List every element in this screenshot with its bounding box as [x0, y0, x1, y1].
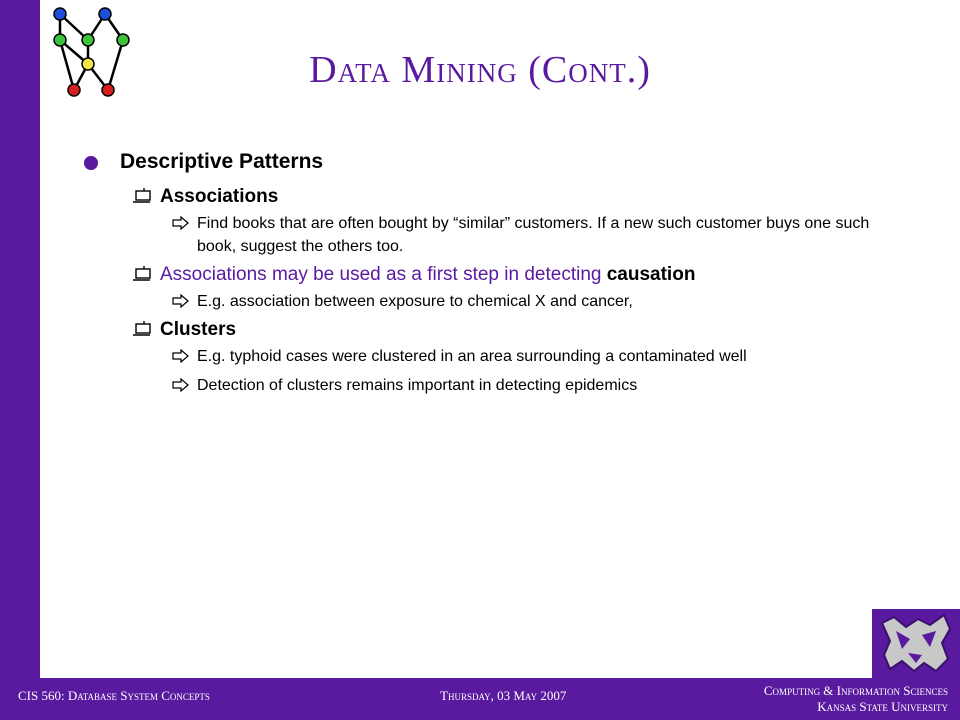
- footer-dept-line2: Kansas State University: [817, 699, 948, 714]
- bullet-causation-label: Associations may be used as a first step in detecting: [160, 264, 607, 285]
- bullet-causation: [84, 264, 904, 286]
- bullet-level1-text: Descriptive Patterns: [120, 150, 324, 173]
- bullet-causation-emphasis: causation: [606, 264, 696, 285]
- bullet-clusters-detail1: [84, 345, 904, 368]
- outline-arrow-icon: [172, 294, 190, 308]
- bullet-dot-icon: [84, 156, 98, 170]
- bullet-associations-detail-text: Find books that are often bought by “similar” customers. If a new such customer buys one such book, suggest the others too.: [197, 215, 870, 255]
- bullet-associations: [84, 186, 904, 208]
- bullet-level1: [84, 150, 904, 184]
- bullet-causation-detail-text: E.g. association between exposure to chemical X and cancer,: [197, 293, 633, 310]
- wildcat-logo: [872, 609, 960, 678]
- chalkboard-glyph-icon: [132, 320, 152, 338]
- bullet-list: [84, 150, 904, 403]
- bullet-clusters: [84, 319, 904, 341]
- bullet-associations-detail: [84, 212, 904, 258]
- chalkboard-glyph-icon: [132, 265, 152, 283]
- footer-dept-line1: Computing & Information Sciences: [763, 683, 948, 698]
- outline-arrow-icon: [172, 216, 190, 230]
- footer-department: [764, 683, 948, 715]
- outline-arrow-icon: [172, 378, 190, 392]
- footer-date: Thursday, 03 May 2007: [440, 688, 567, 703]
- bullet-clusters-label: Clusters: [160, 319, 237, 340]
- bullet-clusters-detail2: [84, 374, 904, 397]
- chalkboard-glyph-icon: [132, 187, 152, 205]
- bullet-clusters-detail2-text: Detection of clusters remains important in detecting epidemics: [197, 377, 638, 394]
- footer-course: CIS 560: Database System Concepts: [18, 688, 210, 703]
- bullet-causation-detail: [84, 290, 904, 313]
- left-frame-bar: [0, 0, 40, 720]
- bullet-associations-label: Associations: [160, 186, 279, 207]
- slide-title: Data Mining (Cont.): [309, 49, 651, 91]
- outline-arrow-icon: [172, 349, 190, 363]
- bullet-clusters-detail1-text: E.g. typhoid cases were clustered in an area surrounding a contaminated well: [197, 348, 747, 365]
